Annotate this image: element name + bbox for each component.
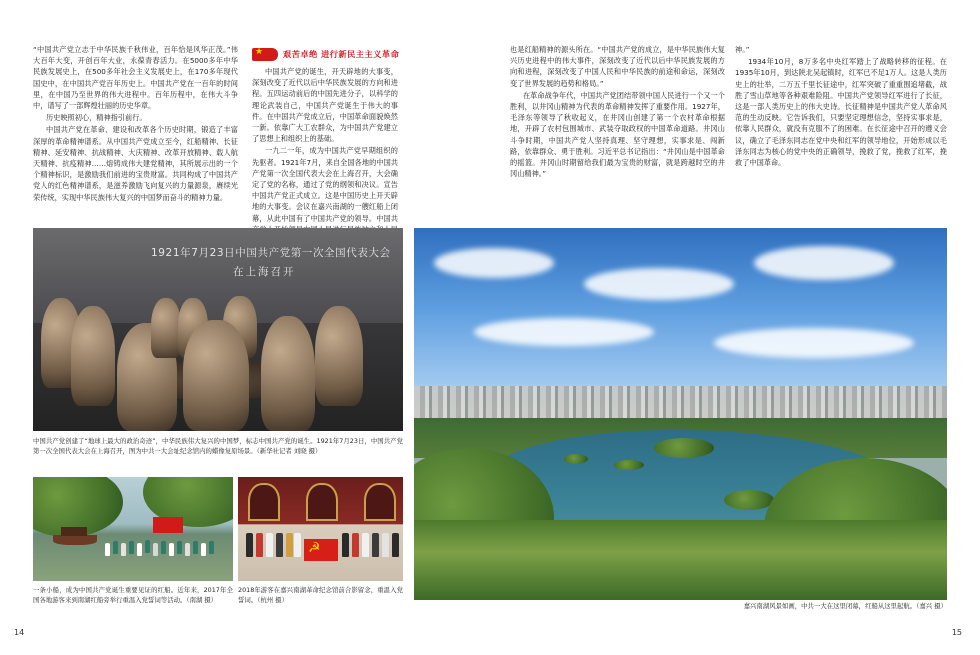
person (372, 533, 379, 557)
island (564, 454, 588, 464)
paragraph: 中国共产党在革命、建设和改革各个历史时期，锻造了丰富深厚的革命精神谱系。从中国共产党成立至今，红船精神、长征精神、延安精神、抗战精神、大庆精神、改革开放精神、载人航天精神、抗疫精神……熔铸成伟大建党精神，其所展示出的一个个精神标识，是激励我们前进的宝贵财富。共同构成了中国共产党人的红色精神谱系，是滋养激励飞向复兴的力量源泉，赓续光荣传统，实现中华民族伟大复兴的中国梦而奋斗的精神力量。 (33, 125, 238, 202)
statue (261, 316, 315, 431)
statue (183, 320, 249, 431)
paragraph: 在革命战争年代，中国共产党团结带领中国人民进行一个又一个胜利，以井冈山精神为代表的革命精神发挥了重要作用。1927年，毛泽东等领导了秋收起义，在井冈山创建了第一个农村革命根据地，开辟了农村包围城市、武装夺取政权的中国革命道路。井冈山斗争时期，中国共产党人坚持真理、坚守理想，实事求是、闯新路，依靠群众、勇于胜利。习近平总书记指出：“井冈山是中国革命的摇篮。井冈山时期留给我们最为宝贵的财富，就是跨越时空的井冈山精神。” (510, 90, 725, 179)
statue (151, 298, 181, 358)
statue (315, 306, 363, 406)
person (161, 541, 166, 554)
page-number-right: 15 (951, 628, 962, 637)
person (145, 540, 150, 553)
photo-caption: 中国共产党创建了“地球上最大的政治奇迹”，中华民族伟大复兴的中国梦，标志中国共产党的诞生。1921年7月23日，中国共产党第一次全国代表大会在上海召开，图为中共一大会址纪念馆内的蜡像复原场景。（新华社记者 刘晓 摄） (33, 437, 403, 455)
party-flag (304, 539, 338, 561)
person (362, 533, 369, 557)
cloud (584, 268, 734, 300)
person (256, 533, 263, 557)
photo-caption: 2018年游客在嘉兴南湖革命纪念馆前合影留念，重温入党誓词。（杭州 摄） (238, 586, 403, 604)
group-photo (238, 477, 403, 581)
paragraph: 神。” (735, 45, 750, 54)
text-column-4 (735, 44, 947, 224)
island (654, 438, 714, 458)
paragraph: 中国共产党的诞生，开天辟地的大事变，深刻改变了近代以后中华民族发展的方向和进程。五四运动前后的中国先进分子，以科学的理论武装自己，中国共产党诞生于伟大的事件。在中国共产党成立后，中国革命面貌焕然一新。依靠广大工农群众，为中国共产党建立了思想上和组织上的基础。 (252, 67, 398, 144)
page-number-left: 14 (14, 628, 25, 637)
person (185, 543, 190, 556)
person (121, 543, 126, 556)
person (169, 543, 174, 556)
boat-cabin (61, 527, 87, 536)
text-column-3 (510, 44, 725, 224)
person (382, 533, 389, 557)
paragraph: “中国共产党立志于中华民族千秋伟业，百年恰是风华正茂。”伟大百年大变，开创百年大业，永葆青春活力。在5000多年中华民族发展史上，在500多年社会主义发展史上，在170多年现代国史中，在中国共产党百年历史上。中国共产党在一百年的时间里，在中国乃至世界的伟大进程中。百年历程中，在伟大斗争中，谱写了一部辉煌壮丽的历史华章。 (33, 45, 238, 111)
person (177, 541, 182, 554)
party-flag-icon (252, 48, 278, 61)
text-column-2 (252, 66, 398, 236)
person (392, 533, 399, 557)
foreground-park (414, 520, 947, 600)
person (153, 543, 158, 556)
island (724, 490, 774, 510)
person (294, 533, 301, 557)
photo-caption: 一条小船，成为中国共产党诞生重要见证的红船。近年来，2017年全国各地游客来到南湖红船旁举行重温入党誓词等活动。（南湖 摄） (33, 586, 233, 604)
section-title: 艰苦卓绝 进行新民主主义革命 (283, 48, 400, 59)
red-flag (153, 517, 183, 533)
person (246, 533, 253, 557)
person (342, 533, 349, 557)
boat (53, 535, 97, 545)
section-heading (252, 46, 412, 62)
person (201, 543, 206, 556)
person (137, 543, 142, 556)
person (105, 543, 110, 556)
person (286, 533, 293, 557)
south-lake-aerial-photo (414, 228, 947, 600)
paragraph: 一九二一年，成为中国共产党早期组织的先驱者。1921年7月，来自全国各地的中国共产党第一次全国代表大会在上海召开，大会确定了党的名称，通过了党的纲领和决议。宣告中国共产党正式成立。这是中国历史上开天辟地的大事变。会议在嘉兴南湖的一艘红船上闭幕，从此中国有了中国共产党的领导。中国共 (252, 146, 398, 223)
person (276, 533, 283, 557)
photo-caption: 嘉兴南湖风景如画，中共一大在这里闭幕，红船从这里起航。（嘉兴 摄） (743, 602, 947, 610)
paragraph: 1934年10月，8万多名中央红军踏上了战略转移的征程。在1935年10月，到达陕北吴起镇时，红军已不足1万人。这是人类历史上的壮举，二万五千里长征途中，红军突破了重重围追堵截，战胜了雪山草地等各种艰难险阻。中国共产党领导红军进行了长征，这是一部人类历史上的伟大史诗。长征精神是中国共产党人革命风范的生动反映。它告诉我们，只要坚定理想信念，坚持实事求是，依靠人民群众，就没有克服不了的困难。在长征途中召开的遵义会议，确立了毛泽东同志在党中央和红军的领导地位，开始形成以毛泽东同志为核心的党中央的正确领导，挽救了党，挽救了红军，挽救了中国革命。 (735, 57, 947, 168)
person (113, 541, 118, 554)
paragraph: 也是红船精神的源头所在。“中国共产党的成立，是中华民族伟大复兴历史进程中的伟大事件，深刻改变了近代以后中华民族发展的方向和进程，深刻改变了中国人民和中华民族的前途和命运，深刻改变了世界发展的趋势和格局。” (510, 45, 725, 88)
cloud (474, 318, 654, 346)
arched-window (364, 483, 396, 521)
congress-exhibit-photo (33, 228, 403, 431)
person (129, 541, 134, 554)
cloud (714, 328, 914, 358)
person (266, 533, 273, 557)
exhibit-wall-subtitle: 在上海召开 (233, 266, 296, 278)
person (352, 533, 359, 557)
island (614, 460, 644, 470)
paragraph: 历史映照初心，精神指引前行。 (45, 113, 147, 123)
exhibit-wall-title: 1921年7月23日中国共产党第一次全国代表大会 (151, 247, 391, 259)
statue (71, 306, 115, 406)
text-column-1 (33, 44, 238, 214)
cloud (434, 248, 554, 278)
arched-window (306, 483, 338, 521)
person (209, 541, 214, 554)
person (193, 541, 198, 554)
cloud (754, 246, 894, 280)
arched-window (248, 483, 280, 521)
red-boat-photo (33, 477, 233, 581)
